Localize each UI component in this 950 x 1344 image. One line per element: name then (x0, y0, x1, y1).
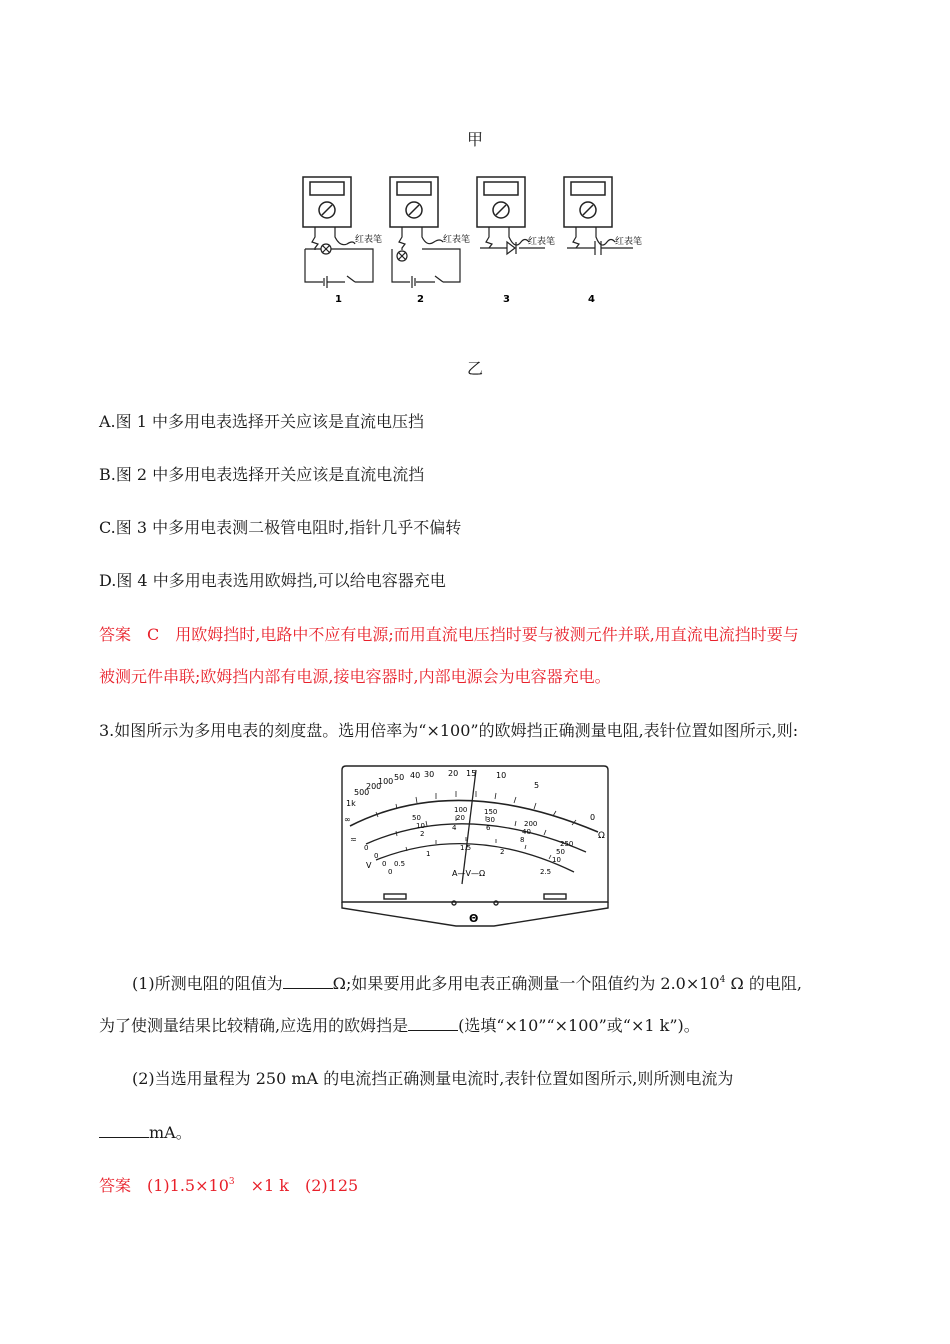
zero-adjust-symbol: Θ (469, 912, 479, 925)
dc-b-tick-10: 10 (416, 822, 425, 830)
answer-q3-exponent: 3 (228, 1177, 235, 1187)
dc-c-tick-2: 2 (420, 830, 425, 838)
ac-tick-1-5: 1.5 (460, 844, 472, 852)
figure-caption-jia: 甲 (467, 130, 484, 149)
panel-number-2: 2 (417, 294, 424, 305)
part2-line2-end: mA。 (149, 1123, 192, 1142)
ohm-tick-15: 15 (466, 769, 477, 778)
ac-tick-0: 0 (388, 868, 393, 876)
question-3-part1-line2 (99, 1013, 700, 1036)
ohm-tick-200: 200 (366, 782, 382, 791)
part1-line2-text: 为了使测量结果比较精确,应选用的欧姆挡是 (99, 1016, 409, 1035)
dc-a-tick-50: 50 (412, 814, 421, 822)
panel-number-1: 1 (335, 294, 342, 305)
dc-c-tick-8: 8 (520, 836, 525, 844)
ohm-tick-500: 500 (354, 788, 370, 797)
dc-b-tick-30: 30 (486, 816, 495, 824)
ac-tick-2-5: 2.5 (540, 868, 552, 876)
ac-tick-2: 2 (500, 848, 505, 856)
dc-a-tick-200: 200 (524, 820, 538, 828)
ohm-tick-0: 0 (590, 813, 596, 822)
dc-label: ≂ (350, 835, 357, 844)
probe-label-3: 红表笔 (528, 237, 556, 247)
panel-number-3: 3 (503, 294, 510, 305)
answer-q3 (99, 1173, 358, 1196)
question-3-part2-line1: (2)当选用量程为 250 mA 的电流挡正确测量电流时,表针位置如图所示,则所测电流为 (132, 1069, 734, 1088)
dc-c-tick-4: 4 (452, 824, 457, 832)
ohm-tick-50: 50 (394, 773, 405, 782)
answer-q3-b: ×1 k (2)125 (234, 1176, 359, 1195)
ohm-tick-100: 100 (378, 777, 394, 786)
option-c: C.图 3 中多用电表测二极管电阻时,指针几乎不偏转 (99, 518, 462, 537)
dc-a-tick-250: 250 (560, 840, 574, 848)
ac-tick-1: 1 (426, 850, 431, 858)
panel-number-4: 4 (588, 294, 595, 305)
option-d: D.图 4 中多用电表选用欧姆挡,可以给电容器充电 (99, 571, 446, 590)
dial-frame (342, 766, 608, 902)
meter-pointer (462, 770, 476, 884)
answer-q2-line1: 答案 C 用欧姆挡时,电路中不应有电源;而用直流电压挡时要与被测元件并联,用直流电流挡时要与 (99, 625, 799, 644)
dc-b-tick-0: 0 (374, 852, 379, 860)
figure-yi-circuits (295, 172, 655, 312)
ohm-tick-20: 20 (448, 769, 459, 778)
part1-line2-end: (选填“×10”“×100”或“×1 k”)。 (458, 1016, 700, 1035)
dc-c-tick-6: 6 (486, 824, 491, 832)
option-b: B.图 2 中多用电表选择开关应该是直流电流挡 (99, 465, 425, 484)
answer-q3-a: 答案 (1)1.5×10 (99, 1176, 229, 1195)
part1-text-b: Ω;如果要用此多用电表正确测量一个阻值约为 2.0×10 (332, 974, 720, 993)
answer-blank-range[interactable] (408, 1014, 458, 1031)
dc-a-tick-100: 100 (454, 806, 468, 814)
question-3-part1-line1 (132, 971, 802, 994)
ohm-tick-1k: 1k (346, 799, 356, 808)
ohm-tick-10: 10 (496, 771, 507, 780)
ohm-tick-30: 30 (424, 770, 435, 779)
dc-b-tick-50: 50 (556, 848, 565, 856)
answer-blank-resistance[interactable] (283, 972, 333, 989)
answer-q2-line2: 被测元件串联;欧姆挡内部有电源,接电容器时,内部电源会为电容器充电。 (99, 667, 611, 686)
ohm-tick-5: 5 (534, 781, 540, 790)
dc-b-tick-20: 20 (456, 814, 465, 822)
question-3-stem: 3.如图所示为多用电表的刻度盘。选用倍率为“×100”的欧姆挡正确测量电阻,表针位置如图所示,则: (99, 721, 799, 740)
center-label: A—V—Ω (452, 869, 486, 878)
part1-text-a: (1)所测电阻的阻值为 (132, 974, 283, 993)
part1-text-c: Ω 的电阻, (725, 974, 802, 993)
dc-a-tick-0: 0 (364, 844, 369, 852)
probe-label-1: 红表笔 (355, 235, 383, 245)
question-3-part2-line2 (99, 1120, 192, 1143)
probe-label-4: 红表笔 (615, 237, 643, 247)
dc-c-tick-0: 0 (382, 860, 387, 868)
ac-tick-0-5: 0.5 (394, 860, 406, 868)
meter-dial (336, 762, 614, 932)
ohm-tick-40: 40 (410, 771, 421, 780)
answer-blank-current[interactable] (99, 1121, 149, 1138)
option-a: A.图 1 中多用电表选择开关应该是直流电压挡 (99, 412, 424, 431)
dc-c-tick-10: 10 (552, 856, 561, 864)
ohm-unit-label: Ω (598, 831, 605, 841)
dc-a-tick-150: 150 (484, 808, 498, 816)
dc-b-tick-40: 40 (522, 828, 531, 836)
part1-exponent: 4 (719, 975, 726, 985)
figure-caption-yi: 乙 (467, 359, 484, 378)
ohm-tick-inf: ∞ (344, 815, 351, 824)
probe-label-2: 红表笔 (443, 235, 471, 245)
ac-label: V (366, 861, 372, 870)
